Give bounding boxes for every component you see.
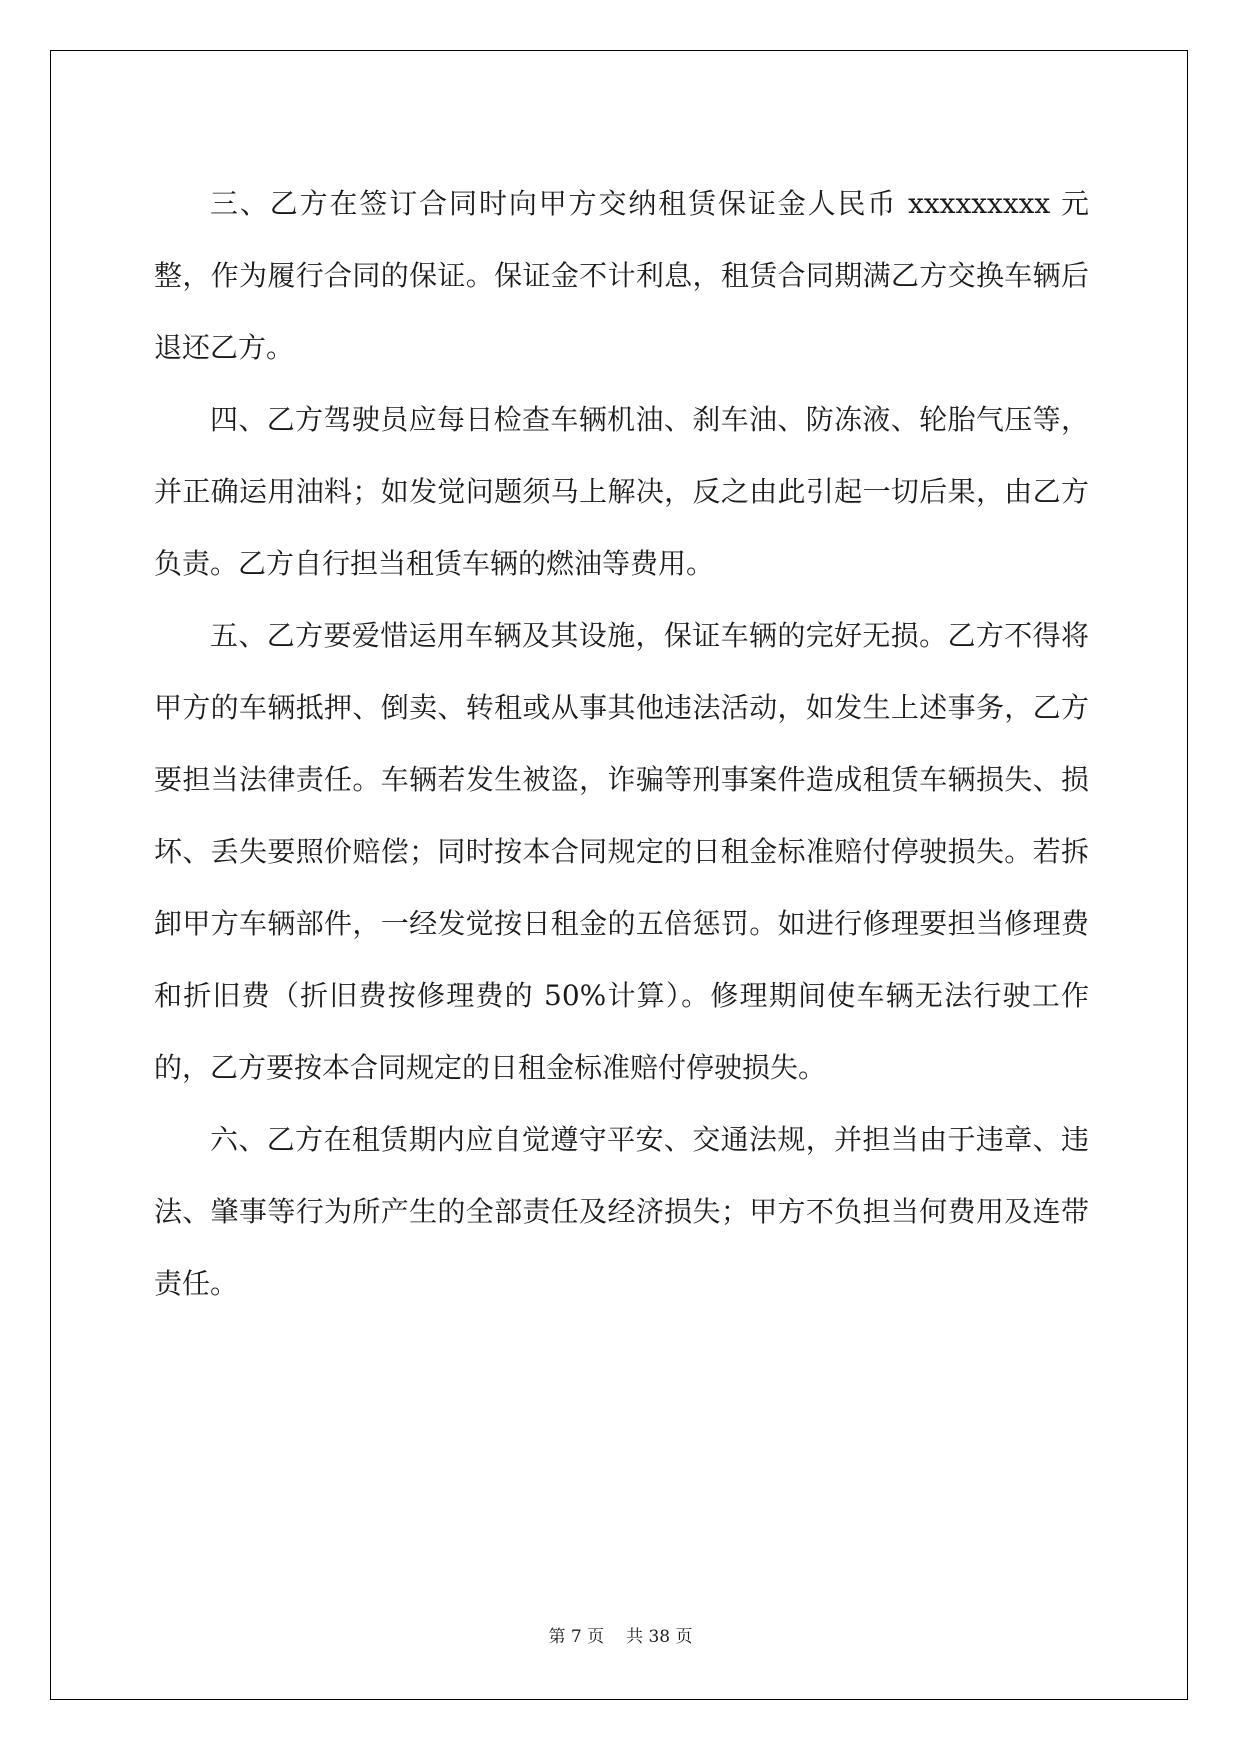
document-body xyxy=(154,168,1089,1320)
paragraph-5: 五、乙方要爱惜运用车辆及其设施，保证车辆的完好无损。乙方不得将甲方的车辆抵押、倒卖、转租或从事其他违法活动，如发生上述事务，乙方要担当法律责任。车辆若发生被盗，诈骗等刑事案件造成租赁车辆损失、损坏、丢失要照价赔偿；同时按本合同规定的日租金标准赔付停驶损失。若拆卸甲方车辆部件，一经发觉按日租金的五倍惩罚。如进行修理要担当修理费和折旧费（折旧费按修理费的 50%计算）。修理期间使车辆无法行驶工作的，乙方要按本合同规定的日租金标准赔付停驶损失。 xyxy=(154,619,1089,1084)
page-number: 第 7 页 xyxy=(548,1627,605,1647)
page-footer xyxy=(0,1622,1241,1647)
paragraph-6: 六、乙方在租赁期内应自觉遵守平安、交通法规，并担当由于违章、违法、肇事等行为所产生的全部责任及经济损失；甲方不负担当何费用及连带责任。 xyxy=(154,1123,1089,1300)
paragraph-4: 四、乙方驾驶员应每日检查车辆机油、刹车油、防冻液、轮胎气压等，并正确运用油料；如发觉问题须马上解决，反之由此引起一切后果，由乙方负责。乙方自行担当租赁车辆的燃油等费用。 xyxy=(154,403,1089,580)
paragraph-3: 三、乙方在签订合同时向甲方交纳租赁保证金人民币 xxxxxxxxx 元整，作为履行合同的保证。保证金不计利息，租赁合同期满乙方交换车辆后退还乙方。 xyxy=(154,187,1089,364)
page-total: 共 38 页 xyxy=(626,1627,693,1647)
